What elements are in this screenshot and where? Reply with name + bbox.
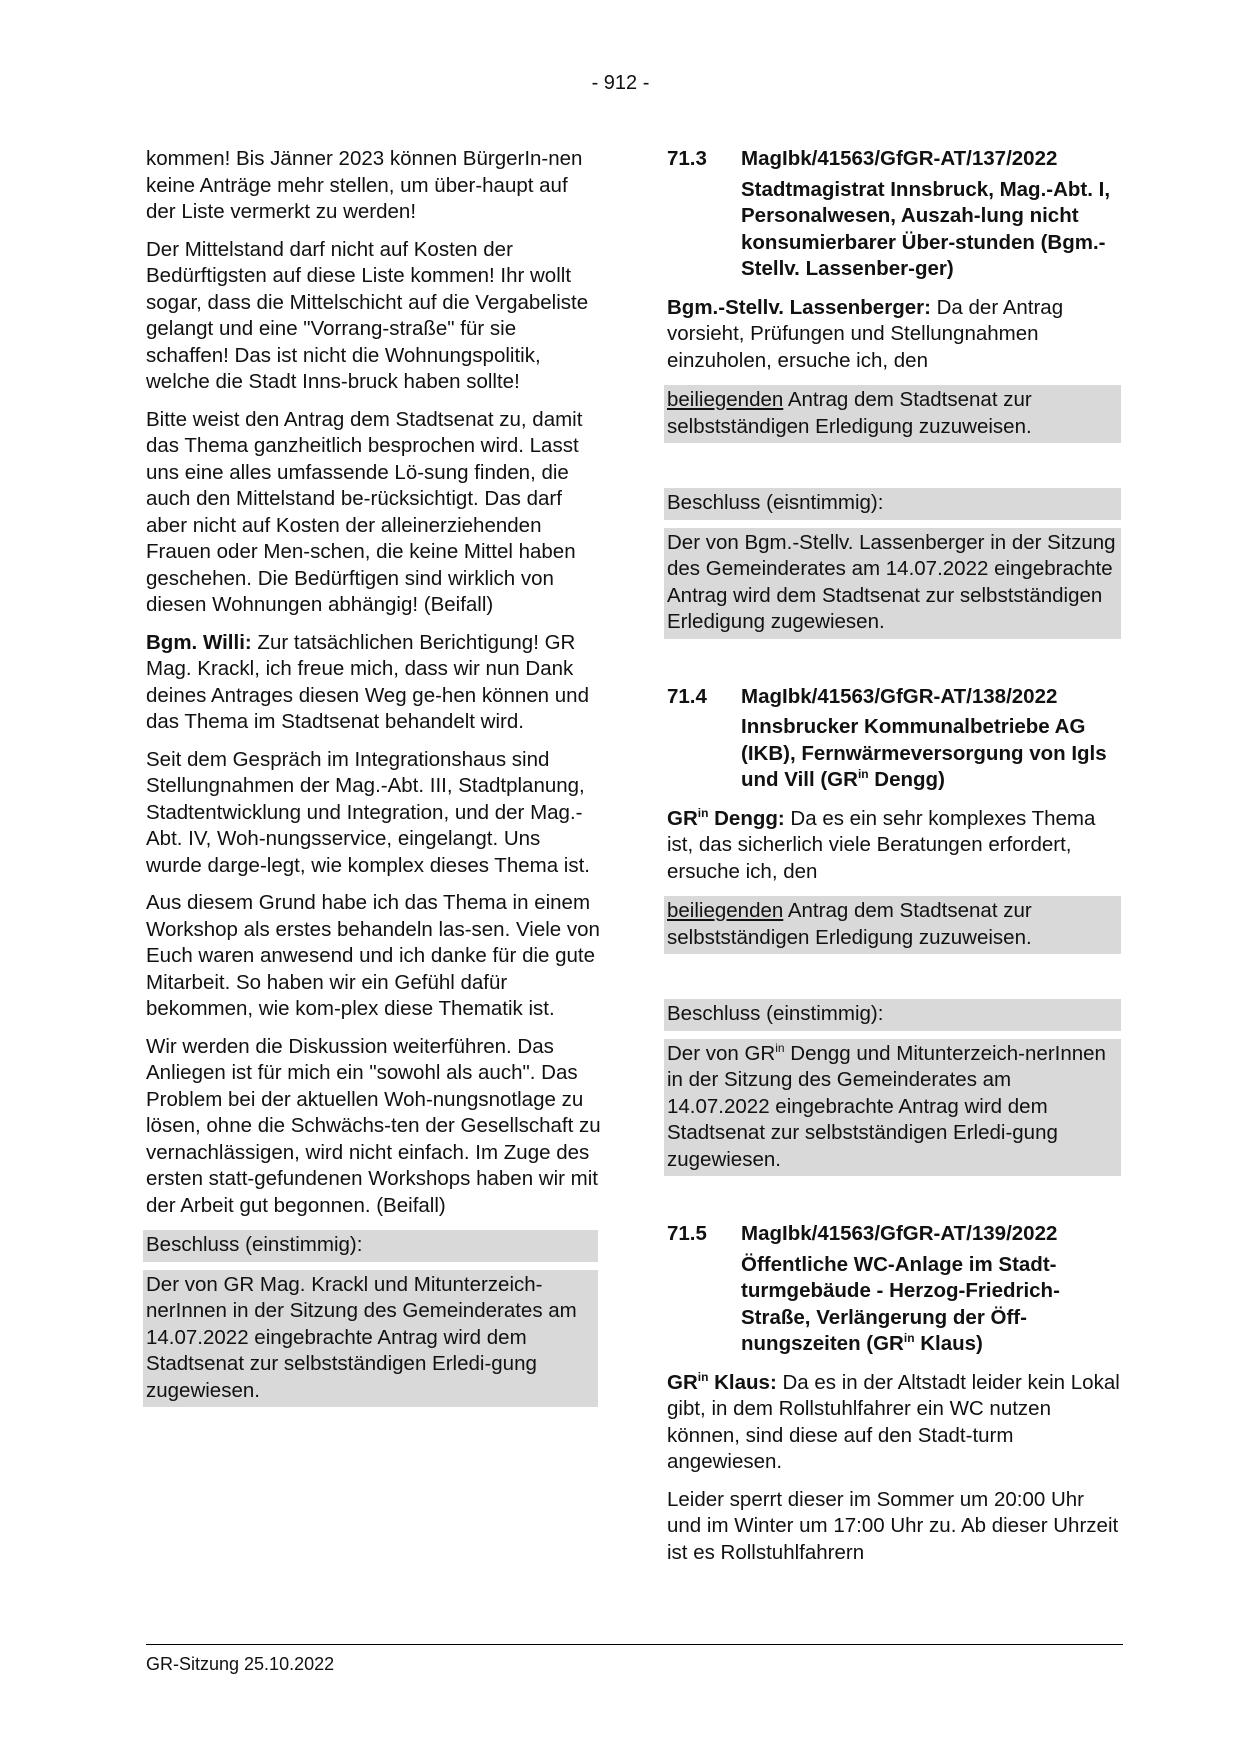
agenda-item-number: 71.4 [667, 684, 707, 708]
paragraph: Seit dem Gespräch im Integrationshaus sind Stellungnahmen der Mag.-Abt. III, Stadtplanung, Stadtentwicklung und Integration, und der Mag.-Abt. IV, Woh-nungsservice, eingelangt. Uns wurde darge-legt, wie komplex dieses Thema ist. [146, 747, 590, 877]
paragraph: Bitte weist den Antrag dem Stadtsenat zu, damit das Thema ganzheitlich besprochen wird. Lasst uns eine alles umfassende Lö-sung finden, die auch den Mittelstand be-rücksichtigt. Das darf aber nicht auf Kosten der alleinerziehenden Frauen oder Men-schen, die keine Mittel haben geschehen. Die Bedürftigen sind wirklich von diesen Wohnungen abhängig! (Beifall) [146, 407, 583, 616]
underlined-word: beiliegenden [667, 899, 784, 922]
speech-text: Zur tatsächlichen Berichtigung! GR Mag. Krackl, ich freue mich, dass wir nun Dank deines Antrages diesen Weg ge-hen können und das Thema im Stadtsenat behandelt wird. [146, 630, 589, 733]
footer-divider [146, 1644, 1123, 1645]
speech-text: Da es ein sehr komplexes Thema ist, das sicherlich viele Beratungen erfordert, ersuche ich, den [667, 806, 1096, 883]
agenda-item-code: MagIbk/41563/GfGR-AT/137/2022 [741, 147, 1058, 170]
left-column [146, 146, 601, 1407]
speech-text: Da der Antrag vorsieht, Prüfungen und Stellungnahmen einzuholen, ersuche ich, den [667, 295, 1064, 372]
speaker-name: Bgm. Willi: [146, 630, 252, 654]
speaker-name: Bgm.-Stellv. Lassenberger: [667, 295, 931, 319]
speaker-name: $GR^{in}$ Klaus: [667, 1369, 777, 1394]
agenda-item-title: Öffentliche WC-Anlage im Stadt-turmgebäude - Herzog-Friedrich-Straße, Verlängerung der Öff-nungszeiten ($GR^{in}$ Klaus) [741, 1252, 1060, 1355]
page-number: - 912 - [591, 72, 650, 94]
resolution-text: Der von GR Mag. Krackl und Mitunterzeich-nerInnen in der Sitzung des Gemeinderates am 14.07.2022 eingebrachte Antrag wird dem Stadtsenat zur selbstständigen Erledi-gung zugewiesen. [143, 1262, 598, 1408]
resolution-text: Der von $GR^{in}$ Dengg und Mitunterzeich-nerInnen in der Sitzung des Gemeinderates am 14.07.2022 eingebrachte Antrag wird dem Stadtsenat zur selbstständigen Erledi-gung zugewiesen. [664, 1031, 1121, 1177]
resolution-label: Beschluss (einstimmig): [664, 999, 1121, 1031]
agenda-item-number: 71.5 [667, 1222, 707, 1245]
agenda-item-code: MagIbk/41563/GfGR-AT/138/2022 [741, 684, 1058, 708]
motion-text [664, 385, 1121, 443]
agenda-item-code: MagIbk/41563/GfGR-AT/139/2022 [741, 1222, 1058, 1245]
agenda-item-heading [667, 684, 1123, 711]
right-column [667, 146, 1123, 1577]
paragraph [667, 1370, 1123, 1476]
paragraph: Leider sperrt dieser im Sommer um 20:00 Uhr und im Winter um 17:00 Uhr zu. Ab dieser Uhrzeit ist es Rollstuhlfahrern [667, 1487, 1119, 1564]
motion-text [664, 896, 1121, 954]
agenda-item-heading [667, 1221, 1123, 1248]
motion-rest: Antrag dem Stadtsenat zur selbstständigen Erledigung zuzuweisen. [667, 899, 1032, 949]
agenda-item-heading [667, 146, 1123, 173]
paragraph: Der Mittelstand darf nicht auf Kosten der Bedürftigsten auf diese Liste kommen! Ihr wollt sogar, dass die Mittelschicht auf die Vergabeliste gelangt und eine "Vorrang-straße" für sie schaffen! Das ist nicht die Wohnungspolitik, welche die Stadt Inns-bruck haben sollte! [146, 237, 589, 393]
paragraph [667, 295, 1123, 375]
footer-text: GR-Sitzung 25.10.2022 [146, 1654, 335, 1674]
motion-rest: Antrag dem Stadtsenat zur selbstständigen Erledigung zuzuweisen. [667, 388, 1032, 438]
paragraph: kommen! Bis Jänner 2023 können BürgerIn-nen keine Anträge mehr stellen, um über-haupt auf der Liste vermerkt zu werden! [146, 147, 583, 223]
paragraph: Aus diesem Grund habe ich das Thema in einem Workshop als erstes behandeln las-sen. Viele von Euch waren anwesend und ich danke für die gute Mitarbeit. So haben wir ein Gefühl dafür bekommen, wie kom-plex diese Thematik ist. [146, 891, 600, 1020]
resolution-label: Beschluss (eisntimmig): [664, 488, 1121, 520]
resolution-label: Beschluss (einstimmig): [143, 1230, 598, 1262]
paragraph [146, 630, 601, 736]
speaker-name: $GR^{in}$ Dengg: [667, 805, 785, 830]
resolution-text: Der von Bgm.-Stellv. Lassenberger in der Sitzung des Gemeinderates am 14.07.2022 eingebrachte Antrag wird dem Stadtsenat zur selbstständigen Erledigung zugewiesen. [664, 520, 1121, 639]
paragraph [667, 806, 1123, 886]
agenda-item-title: Innsbrucker Kommunalbetriebe AG (IKB), Fernwärmeversorgung von Igls und Vill ($GR^{in}$ Dengg) [741, 715, 1107, 791]
paragraph: Wir werden die Diskussion weiterführen. Das Anliegen ist für mich ein "sowohl als auch". Das Problem bei der aktuellen Woh-nungsnotlage zu lösen, ohne die Schwächs-ten der Gesellschaft zu vernachlässigen, wird nicht einfach. Im Zuge des ersten statt-gefundenen Workshops haben wir mit der Arbeit gut begonnen. (Beifall) [146, 1034, 601, 1217]
speech-text: Da es in der Altstadt leider kein Lokal gibt, in dem Rollstuhlfahrer ein WC nutzen können, sind diese auf den Stadt-turm angewiesen. [667, 1370, 1120, 1473]
agenda-item-number: 71.3 [667, 147, 707, 170]
agenda-item-title: Stadtmagistrat Innsbruck, Mag.-Abt. I, Personalwesen, Auszah-lung nicht konsumierbarer Über-stunden (Bgm.-Stellv. Lassenber-ger) [741, 177, 1111, 280]
underlined-word: beiliegenden [667, 388, 784, 411]
